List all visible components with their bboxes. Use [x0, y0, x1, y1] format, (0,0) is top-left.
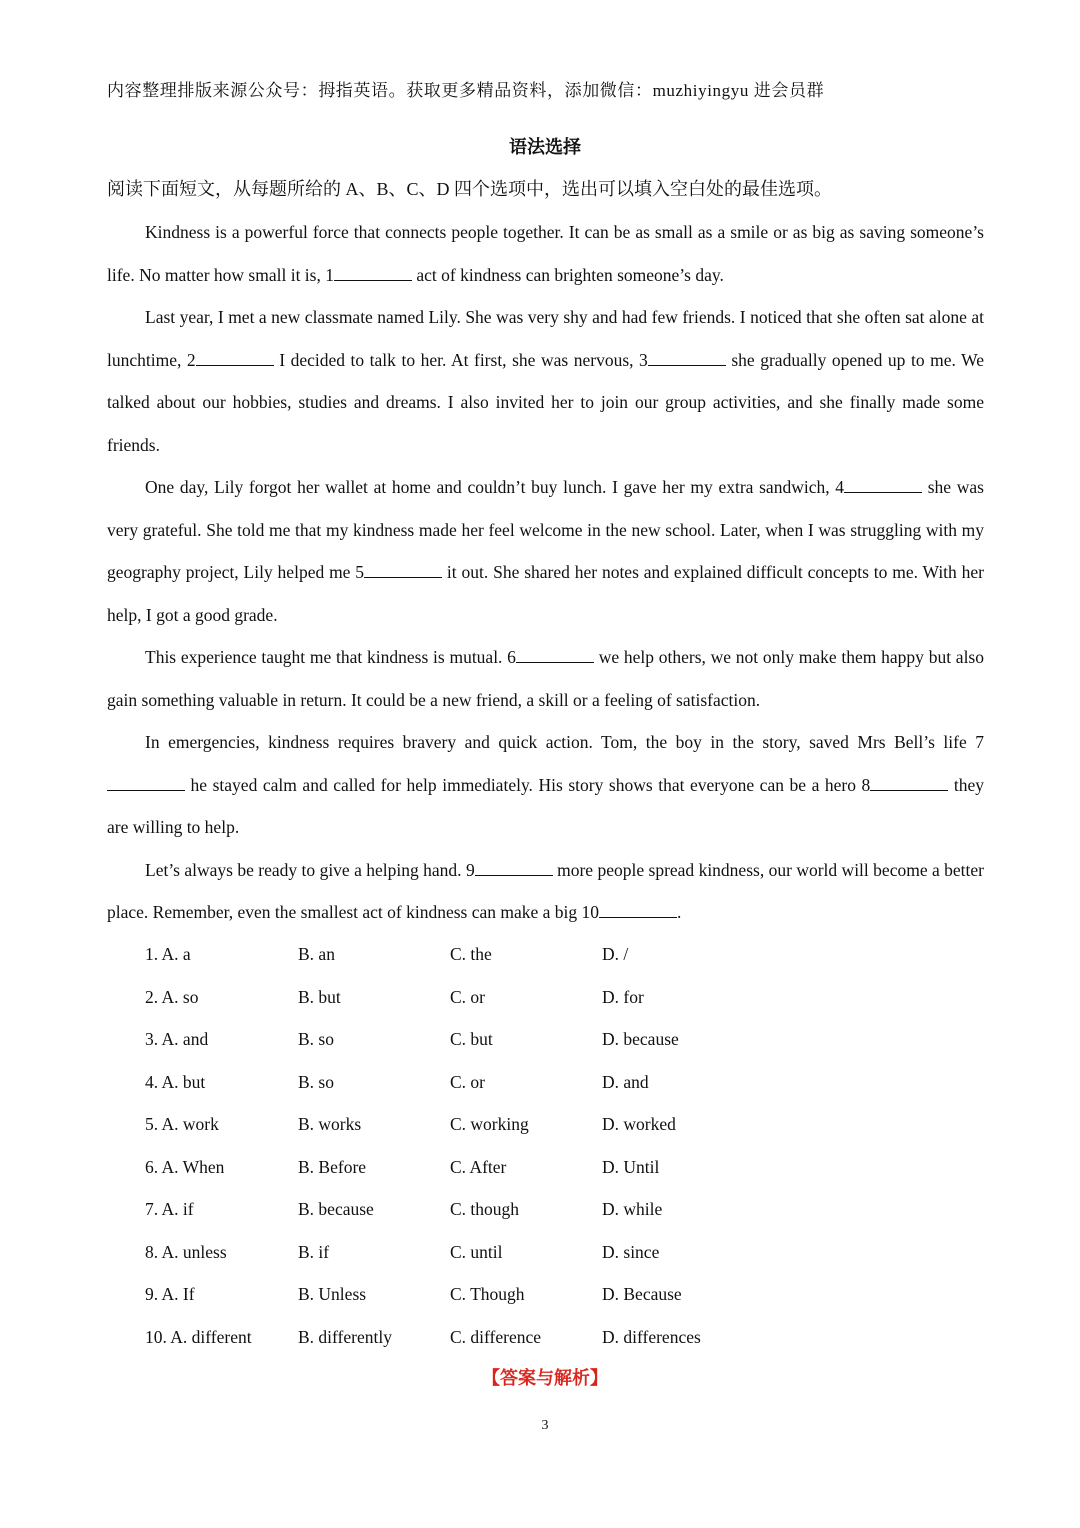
option-a: 10. A. different	[145, 1326, 252, 1347]
option-b: B. differently	[298, 1326, 392, 1347]
option-c: C. Though	[450, 1284, 525, 1304]
option-d: D. while	[602, 1199, 663, 1219]
option-a: 2. A. so	[145, 986, 199, 1007]
option-c: C. or	[450, 986, 485, 1007]
option-d: D. worked	[602, 1114, 676, 1134]
option-b: B. because	[298, 1199, 374, 1219]
paragraph-5: In emergencies, kindness requires bravery and quick action. Tom, the boy in the story, saved Mrs Bell’s life 7 he stayed calm and called for help immediately. His story shows that everyone can be a hero 8 they are willing to help.	[107, 732, 984, 837]
instructions: 阅读下面短文，从每题所给的 A、B、C、D 四个选项中，选出可以填入空白处的最佳选项。	[107, 179, 833, 199]
option-a: 3. A. and	[145, 1029, 209, 1049]
option-b: B. so	[298, 1029, 334, 1049]
answer-heading: 【答案与解析】	[482, 1368, 608, 1388]
section-title: 语法选择	[509, 137, 581, 157]
option-c: C. After	[450, 1156, 507, 1177]
source-note: 内容整理排版来源公众号：拇指英语。获取更多精品资料，添加微信：muzhiyingyu 进会员群	[107, 81, 825, 100]
option-d: D. /	[602, 944, 629, 964]
option-c: C. until	[450, 1241, 503, 1262]
option-b: B. an	[298, 944, 335, 964]
blank-6	[516, 647, 594, 663]
option-d: D. Because	[602, 1284, 682, 1304]
option-row	[145, 1103, 905, 1146]
blank-9	[475, 860, 553, 876]
option-row	[145, 1188, 905, 1231]
option-d: D. differences	[602, 1326, 701, 1347]
option-a: 5. A. work	[145, 1114, 219, 1134]
paragraph-6: Let’s always be ready to give a helping hand. 9 more people spread kindness, our world will become a better place. Remember, even the smallest act of kindness can make a big 10 .	[107, 859, 984, 922]
option-d: D. since	[602, 1241, 660, 1262]
option-d: D. and	[602, 1071, 649, 1092]
paragraph-4: This experience taught me that kindness is mutual. 6 we help others, we not only make them happy but also gain something valuable in return. It could be a new friend, a skill or a feeling of satisfaction.	[107, 647, 984, 710]
option-c: C. difference	[450, 1326, 542, 1347]
option-a: 9. A. If	[145, 1284, 195, 1304]
blank-3	[648, 350, 726, 366]
option-b: B. works	[298, 1114, 362, 1134]
option-d: D. because	[602, 1029, 679, 1049]
blank-4	[844, 477, 922, 493]
option-row	[145, 1316, 905, 1359]
option-d: D. for	[602, 986, 644, 1007]
passage	[107, 211, 984, 934]
blank-10	[599, 902, 677, 918]
option-c: C. though	[450, 1199, 520, 1219]
page-number: 3	[541, 1418, 549, 1433]
paragraph-1: Kindness is a powerful force that connects people together. It can be as small as a smile or as big as saving someone’s life. No matter how small it is, 1 act of kindness can brighten someone’s day.	[107, 222, 984, 285]
option-row	[145, 976, 905, 1019]
option-b: B. Unless	[298, 1284, 367, 1304]
blank-2	[196, 350, 274, 366]
option-row	[145, 1273, 905, 1316]
option-c: C. working	[450, 1114, 529, 1134]
blank-1	[334, 265, 412, 281]
blank-5	[364, 562, 442, 578]
option-b: B. Before	[298, 1156, 367, 1177]
option-c: C. or	[450, 1071, 485, 1092]
option-a: 8. A. unless	[145, 1241, 227, 1262]
option-a: 7. A. if	[145, 1199, 194, 1219]
option-a: 1. A. a	[145, 944, 191, 964]
option-a: 4. A. but	[145, 1071, 206, 1092]
option-c: C. the	[450, 944, 492, 964]
option-row	[145, 1146, 905, 1189]
option-row	[145, 1061, 905, 1104]
option-d: D. Until	[602, 1156, 660, 1177]
option-row	[145, 1231, 905, 1274]
blank-7	[107, 775, 185, 791]
options-list	[145, 933, 905, 1358]
option-b: B. so	[298, 1071, 334, 1092]
option-a: 6. A. When	[145, 1156, 225, 1177]
option-b: B. if	[298, 1241, 330, 1262]
option-row	[145, 933, 905, 976]
option-b: B. but	[298, 986, 341, 1007]
blank-8	[870, 775, 948, 791]
option-c: C. but	[450, 1029, 493, 1049]
option-row	[145, 1018, 905, 1061]
paragraph-2: Last year, I met a new classmate named Lily. She was very shy and had few friends. I noticed that she often sat alone at lunchtime, 2 I decided to talk to her. At first, she was nervous, 3 she gradually opened up to me. We talked about our hobbies, studies and dreams. I also invited her to join our group activities, and she finally made some friends.	[107, 307, 984, 455]
paragraph-3: One day, Lily forgot her wallet at home and couldn’t buy lunch. I gave her my extra sandwich, 4 she was very grateful. She told me that my kindness made her feel welcome in the new school. Later, when I was struggling with my geography project, Lily helped me 5 it out. She shared her notes and explained difficult concepts to me. With her help, I got a good grade.	[107, 477, 984, 625]
